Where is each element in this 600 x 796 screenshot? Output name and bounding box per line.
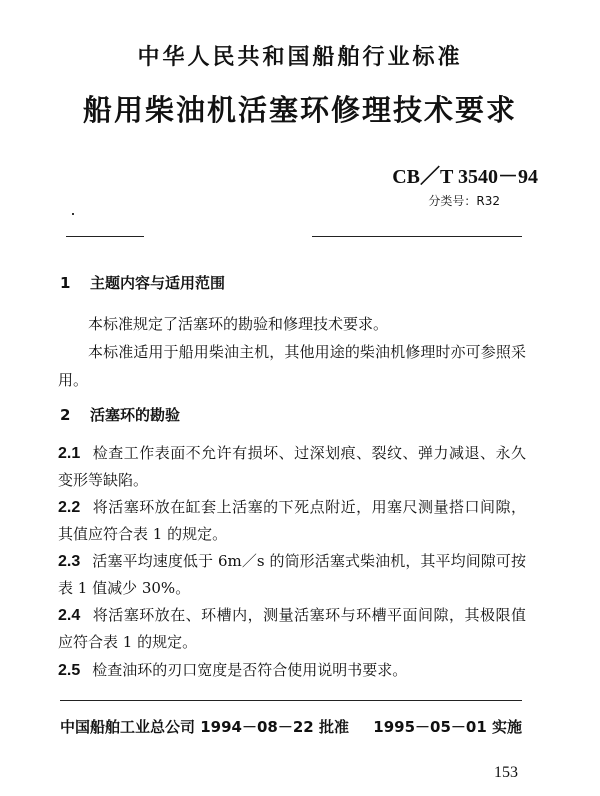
section-number: 1: [60, 274, 71, 292]
clause-number: 2.1: [58, 445, 81, 462]
section-1-heading: [60, 272, 225, 293]
clause-2-4: [58, 602, 526, 655]
standard-code: CB／T 3540－94: [392, 166, 538, 188]
approval-info: 中国船舶工业总公司 1994－08－22 批准: [60, 718, 349, 736]
clause-2-5: [58, 657, 526, 684]
clause-number: 2.3: [58, 553, 81, 570]
clause-text: 检查工作表面不允许有损坏、过深划痕、裂纹、弹力减退、永久变形等缺陷。: [58, 444, 526, 489]
document-title: 船用柴油机活塞环修理技术要求: [82, 93, 517, 127]
page-number: 153: [494, 764, 518, 781]
clause-number: 2.5: [58, 662, 81, 679]
section-title: 活塞环的勘验: [90, 406, 181, 424]
industry-standard-heading: 中华人民共和国船舶行业标准: [137, 45, 463, 70]
clause-text: 活塞平均速度低于 6m／s 的筒形活塞式柴油机，其平均间隙可按表 1 值减少 30%。: [58, 552, 526, 597]
header-rule-right: [312, 236, 522, 237]
clause-2-3: [58, 548, 526, 601]
clause-text: 将活塞环放在、环槽内，测量活塞环与环槽平面间隙，其极限值应符合表 1 的规定。: [58, 606, 526, 651]
clause-text: 将活塞环放在缸套上活塞的下死点附近，用塞尺测量搭口间隙，其值应符合表 1 的规定。: [58, 498, 526, 543]
section-1-paragraph-2: 本标准适用于船用柴油主机，其他用途的柴油机修理时亦可参照采用。: [58, 343, 526, 389]
footer-rule: [60, 700, 522, 701]
implementation-date: 1995－05－01 实施: [373, 718, 522, 736]
clause-2-1: [58, 440, 526, 493]
clause-number: 2.4: [58, 607, 81, 624]
classification-number: 分类号：R32: [428, 194, 500, 208]
clause-number: 2.2: [58, 499, 81, 516]
clause-2-2: [58, 494, 526, 547]
stray-dot: [72, 213, 74, 215]
section-2-heading: [60, 404, 180, 425]
section-1-paragraph-1: 本标准规定了活塞环的勘验和修理技术要求。: [88, 315, 389, 333]
header-rule-left: [66, 236, 144, 237]
clause-text: 检查油环的刃口宽度是否符合使用说明书要求。: [92, 661, 408, 679]
section-number: 2: [60, 406, 71, 424]
section-title: 主题内容与适用范围: [90, 274, 226, 292]
footer: [60, 716, 522, 737]
